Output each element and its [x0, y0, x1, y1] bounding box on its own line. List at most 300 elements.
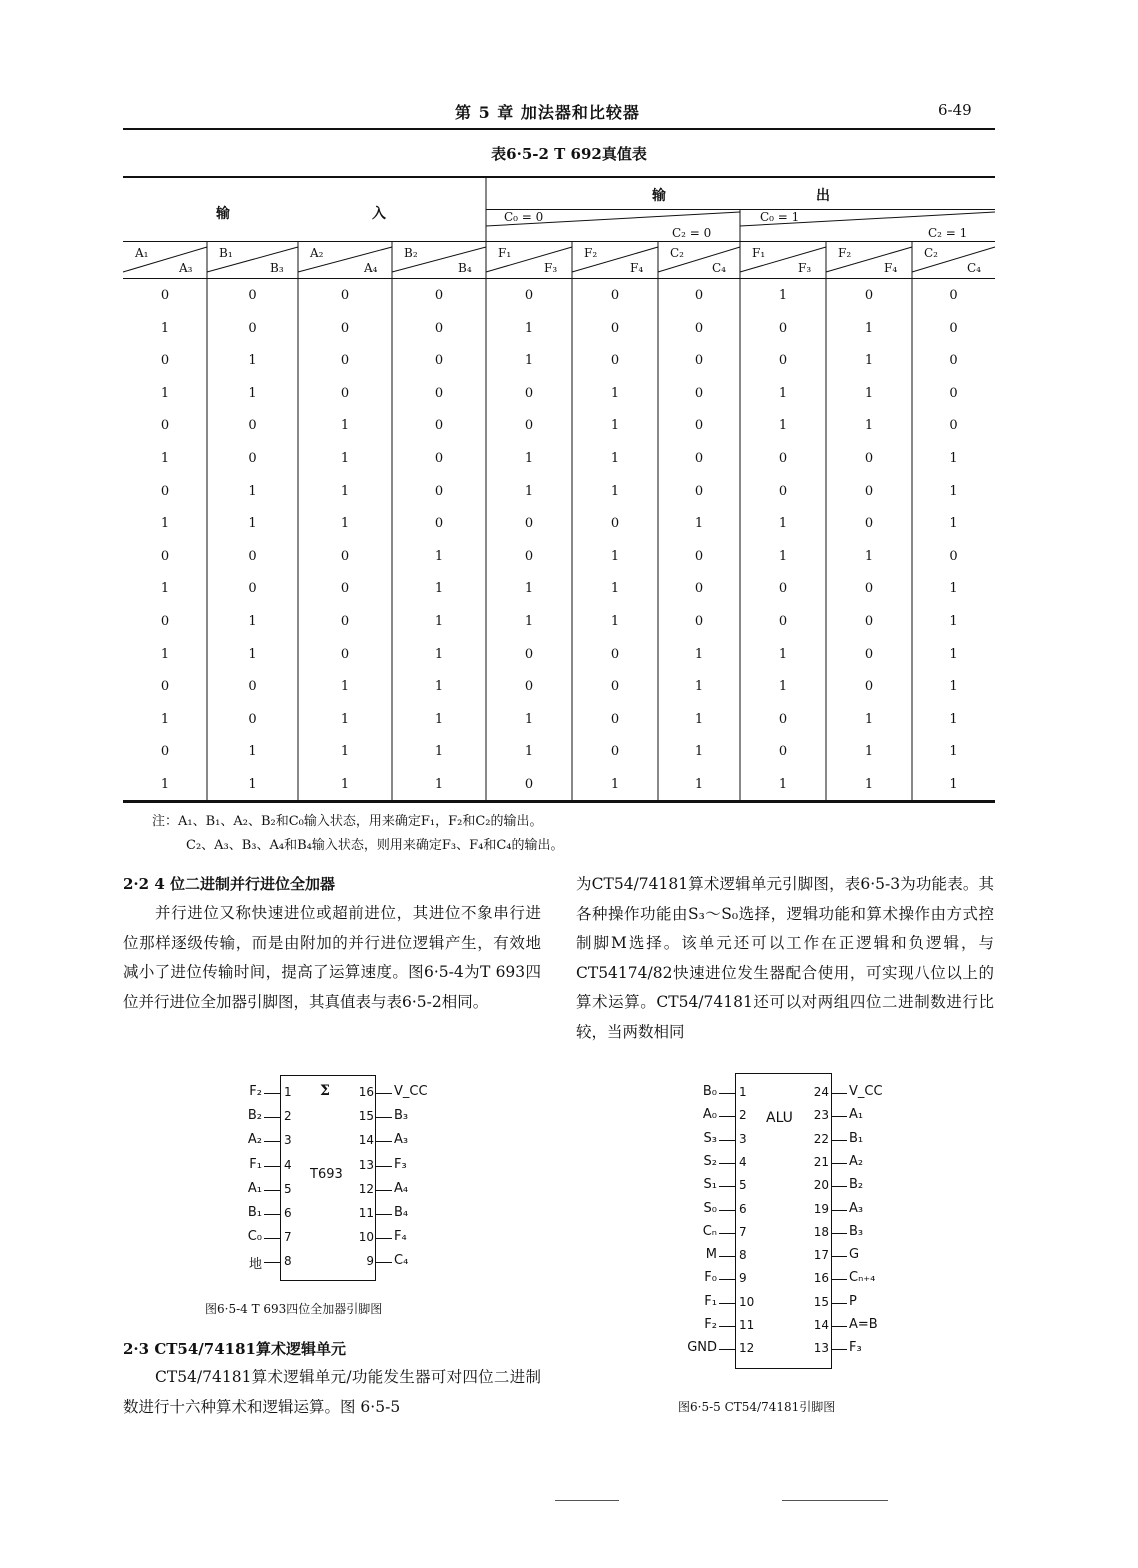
table-cell: 0 [694, 385, 704, 401]
pin-number: 24 [813, 1085, 829, 1099]
table-cell: 1 [610, 777, 620, 792]
table-cell: 0 [248, 288, 257, 303]
pin-label-left: Cₙ [702, 1223, 717, 1239]
table-cell: 1 [434, 711, 444, 727]
pin-lead [264, 1190, 280, 1191]
pin-number: 6 [284, 1206, 292, 1220]
pin-label-right: B₂ [849, 1177, 864, 1193]
pin-label-left: F₂ [704, 1317, 717, 1332]
table-cell: 0 [340, 288, 350, 303]
table-cell: 0 [610, 646, 620, 662]
table-cell: 1 [864, 548, 874, 564]
pin-number: 8 [739, 1248, 747, 1263]
pin-label-right: V_CC [394, 1084, 428, 1099]
pin-number: 14 [813, 1318, 829, 1332]
pin-number: 8 [284, 1254, 292, 1269]
chapter-header: 第 5 章 加法器和比较器 [455, 103, 640, 122]
table-cell: 1 [610, 418, 620, 434]
pin-number: 19 [813, 1201, 829, 1216]
pin-lead [719, 1256, 735, 1257]
table-cell: 0 [434, 353, 444, 369]
table-cell: 0 [160, 353, 170, 369]
table-cell: 0 [949, 320, 958, 336]
pin-lead [376, 1214, 392, 1215]
pin-lead [719, 1349, 735, 1350]
table-cell: 1 [949, 451, 958, 466]
table-cell: 0 [340, 353, 350, 369]
table-cell: 1 [864, 418, 874, 434]
table-cell: 0 [610, 744, 620, 760]
table-cell: 1 [694, 516, 704, 532]
table-cell: 0 [248, 548, 257, 564]
table-cell: 0 [524, 418, 534, 434]
pin-lead [376, 1093, 392, 1094]
input-label: 输 [216, 206, 230, 222]
table-cell: 1 [248, 516, 257, 532]
table-cell: 1 [248, 777, 257, 792]
table-cell: 0 [524, 777, 534, 792]
pin-number: 5 [739, 1178, 747, 1193]
table-cell: 1 [949, 744, 958, 760]
pin-lead [376, 1117, 392, 1118]
pin-label-left: M [705, 1247, 717, 1263]
table-cell: 1 [778, 646, 788, 662]
pin-lead [719, 1116, 735, 1117]
c0-equals-0: C₀ = 0 [504, 210, 544, 224]
pin-lead [719, 1210, 735, 1211]
table-cell: 1 [434, 614, 444, 629]
table-cell: 0 [610, 679, 620, 695]
table-cell: 0 [694, 614, 704, 629]
pin-lead [831, 1140, 847, 1141]
pin-label-left: S₁ [703, 1177, 717, 1193]
table-cell: 1 [864, 744, 874, 760]
col-head-top: F₂ [584, 246, 598, 260]
pin-number: 9 [739, 1271, 747, 1286]
table-cell: 0 [864, 679, 874, 695]
table-cell: 1 [949, 679, 958, 695]
pin-label-left: S₂ [703, 1153, 717, 1169]
table-cell: 0 [778, 711, 788, 727]
table-cell: 0 [160, 288, 170, 303]
figure-6-5-5-caption: 图6·5-5 CT54/74181引脚图 [678, 1400, 836, 1414]
pin-lead [831, 1349, 847, 1350]
table-cell: 0 [610, 320, 620, 336]
table-cell: 1 [864, 353, 874, 369]
table-cell: 1 [949, 581, 958, 597]
table-cell: 0 [524, 679, 534, 695]
table-cell: 1 [248, 385, 257, 401]
output-label-2: 出 [816, 188, 830, 204]
col-head-top: F₁ [498, 246, 512, 260]
table-cell: 0 [949, 418, 958, 434]
col-head-top: F₁ [752, 246, 766, 260]
table-cell: 1 [340, 418, 350, 434]
table-cell: 1 [340, 679, 350, 695]
section-2-2-title: 2·2 4 位二进制并行进位全加器 [123, 875, 335, 893]
pin-number: 9 [366, 1254, 374, 1269]
col-head-top: C₂ [924, 246, 938, 260]
table-cell: 1 [434, 679, 444, 695]
pin-label-right: A=B [849, 1317, 878, 1332]
table-cell: 1 [778, 418, 788, 434]
pin-lead [719, 1233, 735, 1234]
table-cell: 0 [160, 614, 170, 629]
col-head-bottom: A₃ [179, 261, 193, 275]
pin-lead [831, 1256, 847, 1257]
table-cell: 1 [340, 516, 350, 532]
table-cell: 1 [610, 548, 620, 564]
pin-number: 14 [358, 1133, 374, 1148]
pin-label-left: GND [687, 1340, 717, 1356]
col-head-top: F₂ [838, 246, 852, 260]
table-cell: 1 [434, 646, 444, 662]
pin-number: 15 [358, 1109, 374, 1124]
pin-label-left: F₂ [249, 1084, 262, 1099]
pin-number: 13 [358, 1157, 374, 1172]
col-head-top: A₂ [310, 246, 324, 260]
input-label-2: 入 [372, 206, 386, 222]
pin-number: 7 [284, 1230, 292, 1245]
pin-lead [264, 1093, 280, 1094]
pin-label-right: Cₙ₊₄ [849, 1270, 876, 1286]
table-cell: 1 [949, 711, 958, 727]
pin-lead [264, 1117, 280, 1118]
table-cell: 1 [524, 451, 534, 466]
table-cell: 1 [778, 516, 788, 532]
pin-label-right: A₁ [849, 1107, 864, 1123]
table-cell: 0 [694, 288, 704, 303]
pin-label-left: S₃ [703, 1130, 717, 1146]
table-cell: 0 [524, 385, 534, 401]
table-cell: 0 [864, 614, 874, 629]
table-cell: 1 [160, 777, 170, 792]
table-cell: 1 [949, 516, 958, 532]
pin-number: 11 [358, 1206, 374, 1220]
table-cell: 0 [610, 711, 620, 727]
table-cell: 0 [694, 581, 704, 597]
table-cell: 1 [864, 711, 874, 727]
pin-lead [264, 1166, 280, 1167]
table-cell: 0 [778, 451, 788, 466]
table-cell: 0 [434, 483, 444, 499]
table-cell: 1 [248, 353, 257, 369]
table-cell: 1 [340, 483, 350, 499]
table-cell: 1 [248, 744, 257, 760]
pin-label-right: B₃ [394, 1108, 409, 1124]
table-cell: 1 [694, 744, 704, 760]
pin-label-right: A₃ [394, 1132, 409, 1148]
table-cell: 0 [864, 646, 874, 662]
table-cell: 0 [160, 418, 170, 434]
table-cell: 0 [864, 288, 874, 303]
table-cell: 1 [524, 744, 534, 760]
table-cell: 0 [248, 320, 257, 336]
table-cell: 0 [160, 483, 170, 499]
table-cell: 0 [160, 679, 170, 695]
table-cell: 1 [610, 385, 620, 401]
c2-equals-0: C₂ = 0 [672, 226, 712, 240]
pin-number: 21 [813, 1154, 829, 1169]
table-cell: 0 [778, 483, 788, 499]
table-cell: 1 [160, 581, 170, 597]
table-cell: 0 [340, 581, 350, 597]
pin-lead [264, 1141, 280, 1142]
table-cell: 0 [340, 320, 350, 336]
output-label: 输 [652, 188, 666, 204]
pin-number: 6 [739, 1201, 747, 1216]
pin-number: 2 [739, 1108, 747, 1123]
pin-label-left: C₀ [247, 1229, 262, 1245]
table-cell: 0 [524, 548, 534, 564]
table-cell: 1 [778, 385, 788, 401]
pin-lead [831, 1186, 847, 1187]
table-cell: 1 [160, 385, 170, 401]
figure-6-5-4-caption: 图6·5-4 T 693四位全加器引脚图 [205, 1302, 383, 1316]
pin-label-right: C₄ [394, 1253, 409, 1269]
table-cell: 1 [524, 614, 534, 629]
pin-label-right: A₄ [394, 1180, 409, 1196]
pin-label-right: F₃ [394, 1156, 407, 1172]
col-head-bottom: F₄ [630, 261, 644, 275]
pin-label-left: B₂ [247, 1108, 262, 1124]
table-cell: 1 [524, 581, 534, 597]
table-cell: 0 [248, 581, 257, 597]
page-number: 6-49 [938, 101, 972, 119]
table-cell: 1 [524, 711, 534, 727]
table-cell: 0 [949, 353, 958, 369]
table-cell: 0 [864, 451, 874, 466]
pin-label-left: A₂ [247, 1132, 262, 1148]
table-cell: 1 [778, 777, 788, 792]
pin-number: 16 [358, 1085, 374, 1099]
table-cell: 1 [160, 646, 170, 662]
table-cell: 1 [160, 711, 170, 727]
pin-label-right: V_CC [849, 1084, 883, 1099]
pin-label-right: B₁ [849, 1130, 864, 1146]
table-cell: 0 [694, 483, 704, 499]
pin-lead [831, 1093, 847, 1094]
table-cell: 1 [248, 483, 257, 499]
table-cell: 0 [949, 288, 958, 303]
pin-number: 3 [739, 1131, 747, 1146]
pin-lead [831, 1279, 847, 1280]
col-head-top: C₂ [670, 246, 684, 260]
table-cell: 1 [694, 711, 704, 727]
pin-lead [831, 1210, 847, 1211]
table-cell: 1 [610, 581, 620, 597]
table-cell: 1 [694, 646, 704, 662]
table-cell: 0 [694, 353, 704, 369]
pin-lead [719, 1163, 735, 1164]
table-cell: 0 [340, 646, 350, 662]
table-cell: 1 [434, 548, 444, 564]
pin-number: 4 [739, 1154, 747, 1169]
pin-label-right: F₃ [849, 1340, 862, 1356]
c2-equals-1: C₂ = 1 [928, 226, 968, 240]
pin-number: 1 [284, 1085, 292, 1099]
pin-number: 15 [813, 1294, 829, 1309]
col-head-bottom: C₄ [712, 261, 726, 275]
table-cell: 0 [864, 516, 874, 532]
table-cell: 0 [778, 614, 788, 629]
c0-equals-1: C₀ = 1 [760, 210, 800, 224]
pin-lead [831, 1116, 847, 1117]
pin-label-right: A₂ [849, 1153, 864, 1169]
pin-number: 17 [813, 1248, 829, 1263]
table-cell: 0 [694, 320, 704, 336]
table-cell: 1 [434, 777, 444, 792]
table-cell: 1 [340, 777, 350, 792]
pin-lead [831, 1163, 847, 1164]
alu-chip-label: ALU [766, 1110, 793, 1126]
pin-lead [719, 1326, 735, 1327]
pin-number: 12 [739, 1341, 755, 1356]
table-cell: 1 [694, 679, 704, 695]
col-head-bottom: A₄ [364, 261, 378, 275]
table-cell: 0 [610, 288, 620, 303]
pin-number: 10 [739, 1294, 755, 1309]
pin-label-left: A₁ [247, 1180, 262, 1196]
pin-number: 3 [284, 1133, 292, 1148]
pin-number: 5 [284, 1181, 292, 1196]
col-head-bottom: B₃ [270, 261, 284, 275]
pin-lead [719, 1279, 735, 1280]
table-cell: 0 [864, 483, 874, 499]
table-cell: 0 [694, 548, 704, 564]
pin-lead [376, 1190, 392, 1191]
pin-number: 16 [813, 1271, 829, 1286]
section-2-3-title: 2·3 CT54/74181算术逻辑单元 [123, 1340, 346, 1358]
pin-number: 18 [813, 1224, 829, 1239]
pin-lead [831, 1326, 847, 1327]
table-cell: 0 [248, 451, 257, 466]
pin-number: 11 [739, 1318, 755, 1332]
section-2-3-paragraph: CT54/74181算术逻辑单元/功能发生器可对四位二进制数进行十六种算术和逻辑运算。图 6·5-5 [123, 1368, 541, 1416]
pin-label-right: G [849, 1247, 860, 1263]
table-cell: 0 [340, 614, 350, 629]
pin-label-right: B₄ [394, 1205, 409, 1220]
table-cell: 1 [340, 451, 350, 466]
table-cell: 1 [340, 744, 350, 760]
table-cell: 1 [778, 679, 788, 695]
table-cell: 0 [778, 320, 788, 336]
table-cell: 0 [949, 385, 958, 401]
table-cell: 1 [524, 483, 534, 499]
pin-label-left: F₀ [704, 1270, 717, 1286]
table-cell: 1 [778, 288, 788, 303]
table-cell: 0 [248, 418, 257, 434]
table-cell: 0 [949, 548, 958, 564]
table-cell: 0 [434, 418, 444, 434]
table-caption: 表6·5-2 T 692真值表 [491, 145, 647, 163]
pin-label-left: F₁ [249, 1156, 262, 1172]
table-cell: 0 [434, 320, 444, 336]
table-cell: 0 [434, 516, 444, 532]
table-cell: 1 [949, 614, 958, 629]
pin-number: 22 [813, 1131, 829, 1146]
pin-lead [719, 1093, 735, 1094]
pin-label-left: S₀ [703, 1200, 717, 1216]
table-cell: 1 [524, 353, 534, 369]
pin-label-left: B₀ [702, 1084, 717, 1099]
table-cell: 1 [864, 385, 874, 401]
col-head-top: A₁ [135, 246, 149, 260]
pin-number: 1 [739, 1085, 747, 1099]
pin-number: 7 [739, 1224, 747, 1239]
pin-lead [831, 1303, 847, 1304]
table-cell: 1 [340, 711, 350, 727]
pin-lead [376, 1141, 392, 1142]
table-cell: 0 [434, 385, 444, 401]
col-head-top: B₁ [219, 246, 233, 260]
table-cell: 0 [610, 353, 620, 369]
table-cell: 1 [434, 581, 444, 597]
pin-lead [376, 1238, 392, 1239]
pin-lead [264, 1262, 280, 1263]
table-cell: 1 [864, 777, 874, 792]
section-2-2-paragraph: 并行进位又称快速进位或超前进位，其进位不象串行进位那样逐级传输，而是由附加的并行进位逻辑产生，有效地减小了进位传输时间，提高了运算速度。图6·5-4为T 693四位并行进位全加器引脚图，其真值表与表6·5-2相同。 [123, 904, 541, 1011]
table-cell: 1 [610, 483, 620, 499]
pin-lead [376, 1166, 392, 1167]
t693-sigma: Σ [320, 1083, 330, 1099]
pin-label-left: A₀ [702, 1107, 717, 1123]
pin-label-left: B₁ [247, 1205, 262, 1220]
table-cell: 1 [949, 646, 958, 662]
table-cell: 0 [160, 744, 170, 760]
pin-number: 23 [813, 1108, 829, 1123]
table-cell: 0 [340, 548, 350, 564]
table-cell: 0 [694, 451, 704, 466]
table-cell: 1 [248, 614, 257, 629]
pin-number: 10 [358, 1230, 374, 1245]
table-cell: 1 [610, 614, 620, 629]
table-cell: 0 [248, 711, 257, 727]
col-head-top: B₂ [404, 246, 418, 260]
table-cell: 1 [160, 516, 170, 532]
pin-lead [719, 1140, 735, 1141]
table-cell: 0 [610, 516, 620, 532]
pin-lead [264, 1238, 280, 1239]
table-note-2: C₂、A₃、B₃、A₄和B₄输入状态，则用来确定F₃、F₄和C₄的输出。 [186, 838, 564, 853]
pin-lead [376, 1262, 392, 1263]
table-cell: 0 [434, 451, 444, 466]
pin-label-right: P [849, 1293, 857, 1309]
table-cell: 0 [524, 516, 534, 532]
table-cell: 0 [778, 353, 788, 369]
pin-lead [719, 1303, 735, 1304]
col-head-bottom: F₃ [798, 261, 812, 275]
pin-number: 13 [813, 1341, 829, 1356]
table-cell: 0 [778, 581, 788, 597]
col-head-bottom: F₄ [884, 261, 898, 275]
table-note-1: 注：A₁、B₁、A₂、B₂和C₀输入状态，用来确定F₁，F₂和C₂的输出。 [152, 814, 543, 829]
table-cell: 0 [524, 288, 534, 303]
table-cell: 0 [340, 385, 350, 401]
pin-number: 12 [358, 1181, 374, 1196]
table-cell: 0 [694, 418, 704, 434]
table-cell: 1 [434, 744, 444, 760]
footer-mark-left [555, 1500, 619, 1501]
col-head-bottom: B₄ [458, 261, 472, 275]
table-cell: 0 [778, 744, 788, 760]
table-cell: 1 [694, 777, 704, 792]
pin-label-right: F₄ [394, 1229, 407, 1245]
t693-chip-label: T693 [310, 1167, 343, 1182]
pin-lead [264, 1214, 280, 1215]
table-cell: 0 [248, 679, 257, 695]
table-cell: 1 [160, 451, 170, 466]
